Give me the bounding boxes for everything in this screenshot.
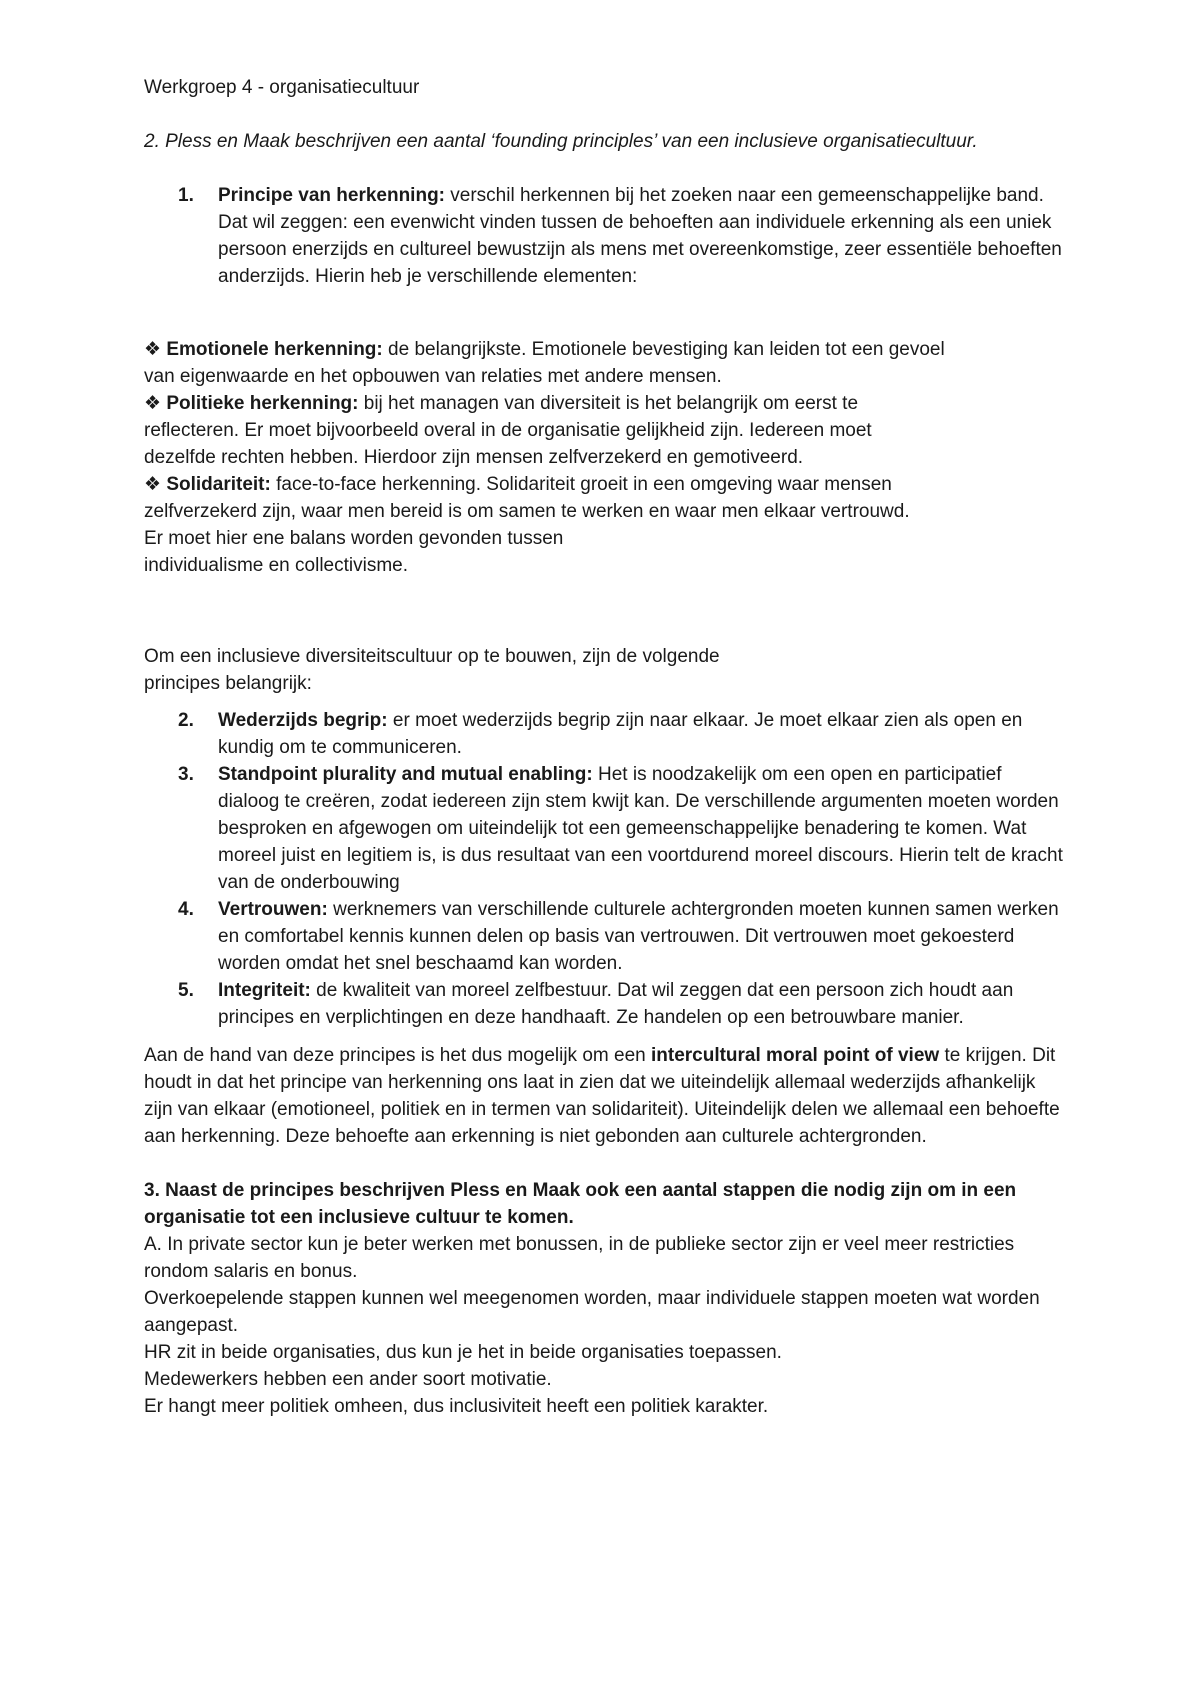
principle-text: Het is noodzakelijk om een open en participatief dialoog te creëren, zodat iedereen zijn stem kwijt kan. De verschillende argumenten moeten worden besproken en afgewogen om uiteindelijk tot een gemeenschappelijke benadering te komen. Wat moreel juist en legitiem is, is dus resultaat van een voortdurend moreel discours. Hierin telt de kracht van de onderbouwing	[218, 764, 1063, 893]
principle-item-3	[144, 761, 1064, 896]
element-term: Solidariteit:	[166, 474, 271, 495]
principle-item-2	[144, 707, 1064, 761]
element-solidarity	[144, 471, 1064, 498]
list-number: 4.	[178, 899, 194, 920]
element-text-line: dezelfde rechten hebben. Hierdoor zijn mensen zelfverzekerd en gemotiveerd.	[144, 447, 804, 468]
intro-line: principes belangrijk:	[144, 673, 312, 694]
principle-term: Wederzijds begrip:	[218, 710, 388, 731]
question-3-heading	[144, 1177, 1064, 1231]
conclusion-paragraph	[144, 1042, 1064, 1150]
question-2: 2. Pless en Maak beschrijven een aantal ‘founding principles’ van een inclusieve organisatiecultuur.	[144, 131, 978, 152]
element-emotional	[144, 336, 1064, 363]
list-number: 5.	[178, 980, 194, 1001]
answer-line: Er hangt meer politiek omheen, dus inclusiviteit heeft een politiek karakter.	[144, 1396, 769, 1417]
principle-list-2	[144, 707, 1064, 1031]
intro-line: Om een inclusieve diversiteitscultuur op te bouwen, zijn de volgende	[144, 646, 720, 667]
diamond-bullet-icon: ❖	[144, 393, 162, 414]
principle-list-1	[144, 182, 1064, 290]
elements-section	[144, 336, 1064, 579]
principle-term: Vertrouwen:	[218, 899, 328, 920]
conclusion-text: Aan de hand van deze principes is het dus mogelijk om een	[144, 1045, 651, 1066]
answer-line: Medewerkers hebben een ander soort motivatie.	[144, 1369, 552, 1390]
element-term: Emotionele herkenning:	[166, 339, 383, 360]
element-term: Politieke herkenning:	[166, 393, 359, 414]
element-text: de belangrijkste. Emotionele bevestiging kan leiden tot een gevoel	[382, 339, 945, 360]
element-political	[144, 390, 1064, 417]
conclusion-bold: intercultural moral point of view	[650, 1045, 940, 1066]
diamond-bullet-icon: ❖	[144, 474, 162, 495]
element-text-line: Er moet hier ene balans worden gevonden tussen	[144, 528, 564, 549]
answer-line: A. In private sector kun je beter werken met bonussen, in de publieke sector zijn er veel meer restricties rondom salaris en bonus.	[144, 1234, 1015, 1282]
document-title: Werkgroep 4 - organisatiecultuur	[144, 77, 420, 98]
principle-text: verschil herkennen bij het zoeken naar een gemeenschappelijke band. Dat wil zeggen: een evenwicht vinden tussen de behoeften aan individuele erkenning als een uniek persoon enerzijds en cultureel bewustzijn als mens met overeenkomstige, zeer essentiële behoeften anderzijds. Hierin heb je verschillende elementen:	[218, 185, 1062, 287]
principle-term: Standpoint plurality and mutual enabling:	[218, 764, 593, 785]
list-number: 2.	[178, 710, 194, 731]
list-number: 3.	[178, 764, 194, 785]
question-3-text: 3. Naast de principes beschrijven Pless en Maak ook een aantal stappen die nodig zijn om in een organisatie tot een inclusieve cultuur te komen.	[144, 1180, 1017, 1228]
principle-term: Principe van herkenning:	[218, 185, 445, 206]
list-number: 1.	[178, 185, 194, 206]
document-page	[144, 74, 1064, 1420]
element-text: bij het managen van diversiteit is het belangrijk om eerst te	[358, 393, 859, 414]
principle-item-4	[144, 896, 1064, 977]
principle-text: de kwaliteit van moreel zelfbestuur. Dat wil zeggen dat een persoon zich houdt aan principes en verplichtingen en deze handhaaft. Ze handelen op een betrouwbare manier.	[218, 980, 1014, 1028]
conclusion-text: te krijgen. Dit houdt in dat het principe van herkenning ons laat in zien dat we uiteindelijk allemaal wederzijds afhankelijk zijn van elkaar (emotioneel, politiek en in termen van solidariteit). Uiteindelijk delen we allemaal een behoefte aan herkenning. Deze behoefte aan erkenning is niet gebonden aan culturele achtergronden.	[144, 1045, 1060, 1147]
element-text-line: reflecteren. Er moet bijvoorbeeld overal in de organisatie gelijkheid zijn. Iedereen moet	[144, 420, 872, 441]
element-text-line: zelfverzekerd zijn, waar men bereid is om samen te werken en waar men elkaar vertrouwd.	[144, 501, 910, 522]
element-text: face-to-face herkenning. Solidariteit groeit in een omgeving waar mensen	[270, 474, 892, 495]
element-text-line: individualisme en collectivisme.	[144, 555, 408, 576]
principle-text: werknemers van verschillende culturele achtergronden moeten kunnen samen werken en comfortabel kennis kunnen delen op basis van vertrouwen. Dit vertrouwen moet gekoesterd worden omdat het snel beschaamd kan worden.	[218, 899, 1059, 974]
diamond-bullet-icon: ❖	[144, 339, 162, 360]
element-text-line: van eigenwaarde en het opbouwen van relaties met andere mensen.	[144, 366, 722, 387]
answer-line: HR zit in beide organisaties, dus kun je het in beide organisaties toepassen.	[144, 1342, 782, 1363]
answer-line: Overkoepelende stappen kunnen wel meegenomen worden, maar individuele stappen moeten wat worden aangepast.	[144, 1288, 1040, 1336]
principle-term: Integriteit:	[218, 980, 311, 1001]
principle-item-5	[144, 977, 1064, 1031]
principle-text: er moet wederzijds begrip zijn naar elkaar. Je moet elkaar zien als open en kundig om te communiceren.	[218, 710, 1023, 758]
principle-item-1	[144, 182, 1064, 290]
